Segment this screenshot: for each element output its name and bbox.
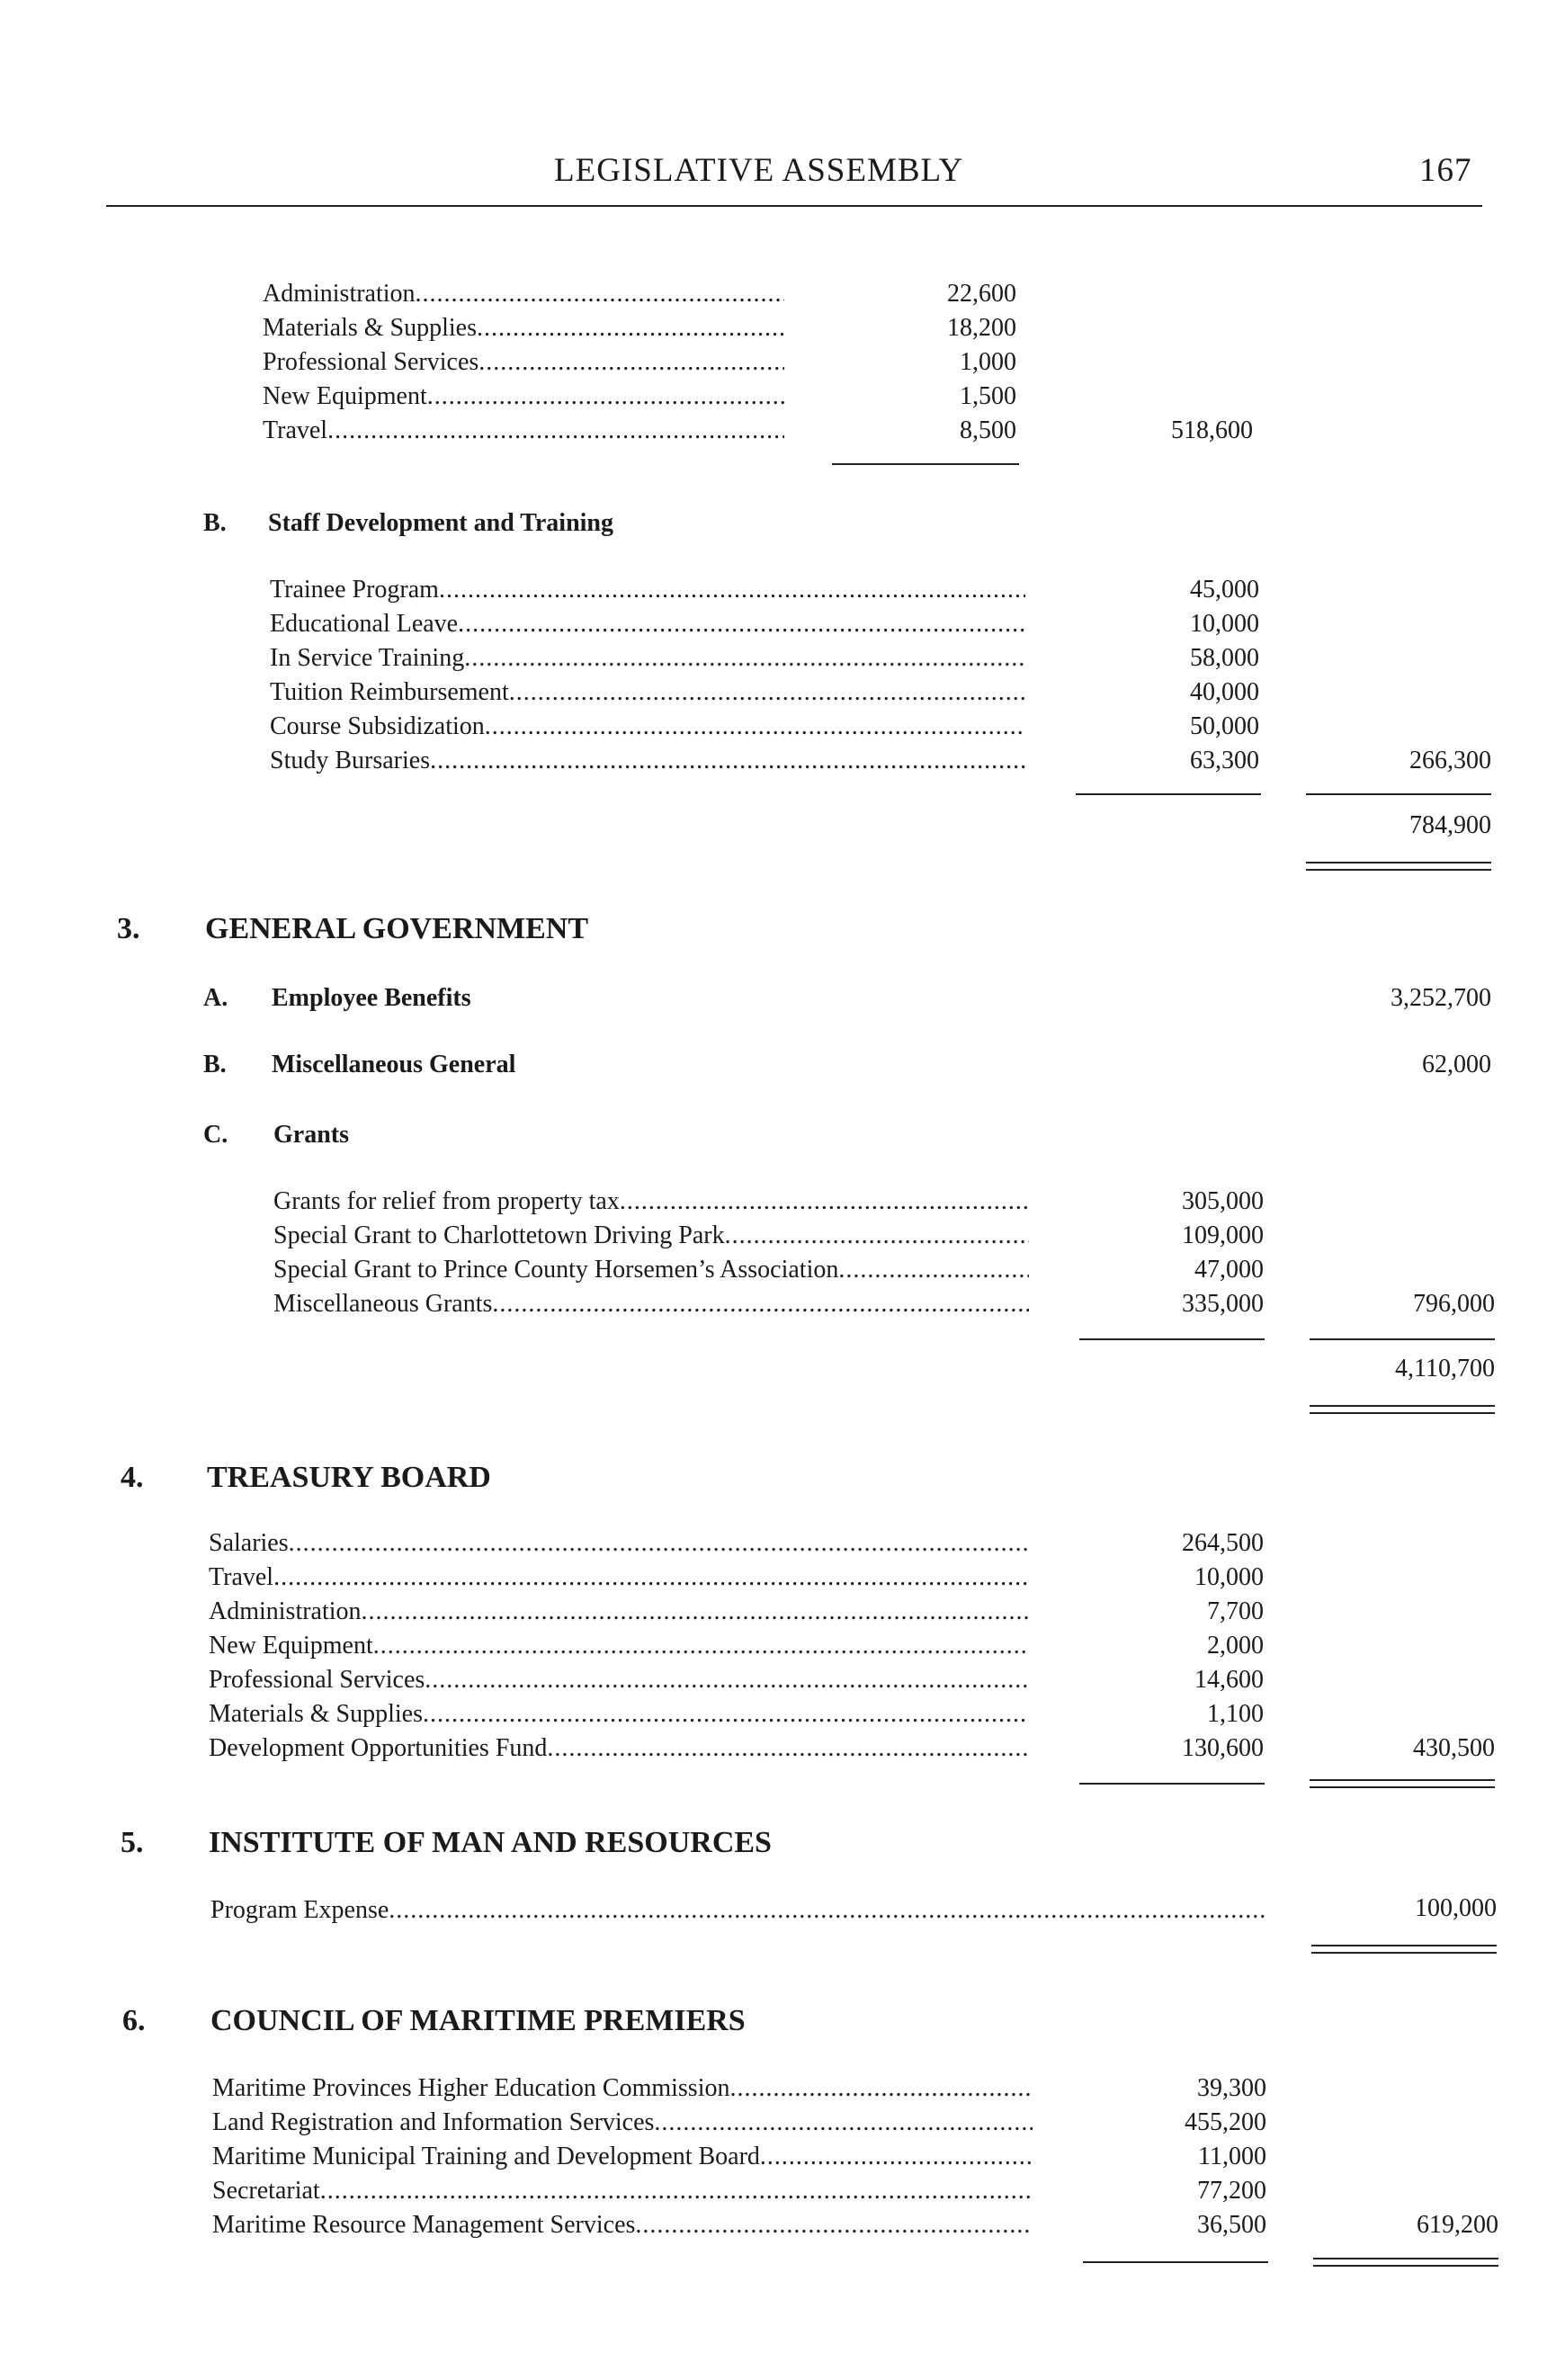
amount: 63,300 — [1190, 747, 1259, 774]
list-item: New Equipment ..... — [263, 382, 784, 411]
section-number: 3. — [117, 912, 140, 945]
section-letter: B. — [203, 1051, 227, 1078]
section-title: TREASURY BOARD — [207, 1461, 491, 1494]
amount: 305,000 — [1182, 1187, 1264, 1215]
sum-rule — [1306, 793, 1491, 795]
double-rule — [1306, 862, 1491, 863]
double-rule — [1310, 1786, 1495, 1788]
sum-rule — [1079, 1783, 1265, 1785]
header-rule — [106, 205, 1482, 207]
double-rule — [1313, 2265, 1498, 2267]
double-rule — [1310, 1405, 1495, 1407]
section-number: 5. — [121, 1826, 144, 1859]
amount: 58,000 — [1190, 644, 1259, 672]
amount: 39,300 — [1197, 2074, 1266, 2102]
sum-rule — [1083, 2261, 1268, 2263]
amount: 62,000 — [1422, 1051, 1491, 1078]
list-item: Travel ..... — [209, 1563, 1029, 1592]
page-title: LEGISLATIVE ASSEMBLY — [554, 152, 964, 189]
list-item: Professional Services ..... — [209, 1666, 1029, 1695]
list-item: Maritime Provinces Higher Education Commission ..... — [212, 2074, 1033, 2103]
list-item: Salaries ..... — [209, 1529, 1029, 1558]
subsection-misc-general: Miscellaneous General — [272, 1051, 516, 1078]
list-item: Materials & Supplies ..... — [263, 314, 784, 343]
list-item: Materials & Supplies ..... — [209, 1700, 1029, 1729]
amount: 264,500 — [1182, 1529, 1264, 1557]
amount: 130,600 — [1182, 1734, 1264, 1762]
amount: 1,500 — [960, 382, 1016, 410]
list-item: Administration ..... — [209, 1597, 1029, 1626]
amount: 3,252,700 — [1391, 984, 1491, 1012]
section-letter: A. — [203, 984, 228, 1012]
amount: 22,600 — [947, 280, 1016, 308]
amount: 47,000 — [1194, 1256, 1264, 1284]
section-title: Grants — [273, 1121, 349, 1149]
amount: 335,000 — [1182, 1290, 1264, 1318]
list-item: Maritime Resource Management Services ..... — [212, 2211, 1033, 2240]
amount: 109,000 — [1182, 1221, 1264, 1249]
list-item: Educational Leave ..... — [270, 610, 1025, 639]
amount: 40,000 — [1190, 678, 1259, 706]
section-number: 4. — [121, 1461, 144, 1494]
subtotal: 796,000 — [1413, 1290, 1495, 1318]
list-item: Maritime Municipal Training and Development Board ..... — [212, 2143, 1033, 2171]
double-rule — [1310, 1779, 1495, 1781]
section-title: GENERAL GOVERNMENT — [205, 912, 588, 945]
list-item: In Service Training ..... — [270, 644, 1025, 673]
sum-rule — [832, 463, 1019, 465]
subtotal: 518,600 — [1171, 416, 1253, 444]
amount: 11,000 — [1198, 2143, 1266, 2170]
double-rule — [1311, 1945, 1497, 1946]
amount: 36,500 — [1197, 2211, 1266, 2239]
total: 4,110,700 — [1395, 1355, 1495, 1382]
section-letter: C. — [203, 1121, 228, 1149]
total: 619,200 — [1417, 2211, 1498, 2239]
list-item: Study Bursaries ..... — [270, 747, 1025, 775]
amount: 10,000 — [1190, 610, 1259, 638]
list-item: New Equipment ..... — [209, 1632, 1029, 1660]
amount: 8,500 — [960, 416, 1016, 444]
sum-rule — [1076, 793, 1261, 795]
list-item: Special Grant to Prince County Horsemen’s Association ..... — [273, 1256, 1029, 1284]
list-item: Travel ..... — [263, 416, 784, 445]
amount: 14,600 — [1194, 1666, 1264, 1694]
double-rule — [1311, 1952, 1497, 1954]
double-rule — [1306, 869, 1491, 871]
section-letter: B. — [203, 509, 227, 537]
amount: 77,200 — [1197, 2177, 1266, 2205]
amount: 2,000 — [1207, 1632, 1264, 1660]
section-number: 6. — [122, 2004, 146, 2037]
total: 784,900 — [1409, 811, 1491, 839]
section-title: INSTITUTE OF MAN AND RESOURCES — [209, 1826, 772, 1859]
amount: 10,000 — [1194, 1563, 1264, 1591]
list-item: Land Registration and Information Services ..... — [212, 2108, 1033, 2137]
list-item: Professional Services ..... — [263, 348, 784, 377]
section-title: Staff Development and Training — [268, 509, 613, 537]
amount: 1,100 — [1207, 1700, 1264, 1728]
amount: 50,000 — [1190, 712, 1259, 740]
list-item: Special Grant to Charlottetown Driving Park ..... — [273, 1221, 1029, 1250]
sum-rule — [1079, 1338, 1265, 1340]
list-item: Program Expense ..... — [210, 1896, 1265, 1925]
amount: 18,200 — [947, 314, 1016, 342]
list-item: Trainee Program ..... — [270, 576, 1025, 604]
list-item: Course Subsidization ..... — [270, 712, 1025, 741]
double-rule — [1310, 1412, 1495, 1414]
amount: 1,000 — [960, 348, 1016, 376]
list-item: Development Opportunities Fund ..... — [209, 1734, 1029, 1763]
subtotal: 266,300 — [1409, 747, 1491, 774]
sum-rule — [1310, 1338, 1495, 1340]
total: 100,000 — [1415, 1894, 1497, 1922]
section-title: COUNCIL OF MARITIME PREMIERS — [210, 2004, 746, 2037]
subsection-employee-benefits: Employee Benefits — [272, 984, 471, 1012]
amount: 45,000 — [1190, 576, 1259, 604]
page-number: 167 — [1419, 152, 1472, 189]
list-item: Miscellaneous Grants ..... — [273, 1290, 1029, 1319]
amount: 455,200 — [1185, 2108, 1266, 2136]
list-item: Secretariat ..... — [212, 2177, 1033, 2206]
list-item: Tuition Reimbursement ..... — [270, 678, 1025, 707]
list-item: Administration ..... — [263, 280, 784, 309]
double-rule — [1313, 2258, 1498, 2259]
amount: 7,700 — [1207, 1597, 1264, 1625]
total: 430,500 — [1413, 1734, 1495, 1762]
list-item: Grants for relief from property tax ..... — [273, 1187, 1029, 1216]
